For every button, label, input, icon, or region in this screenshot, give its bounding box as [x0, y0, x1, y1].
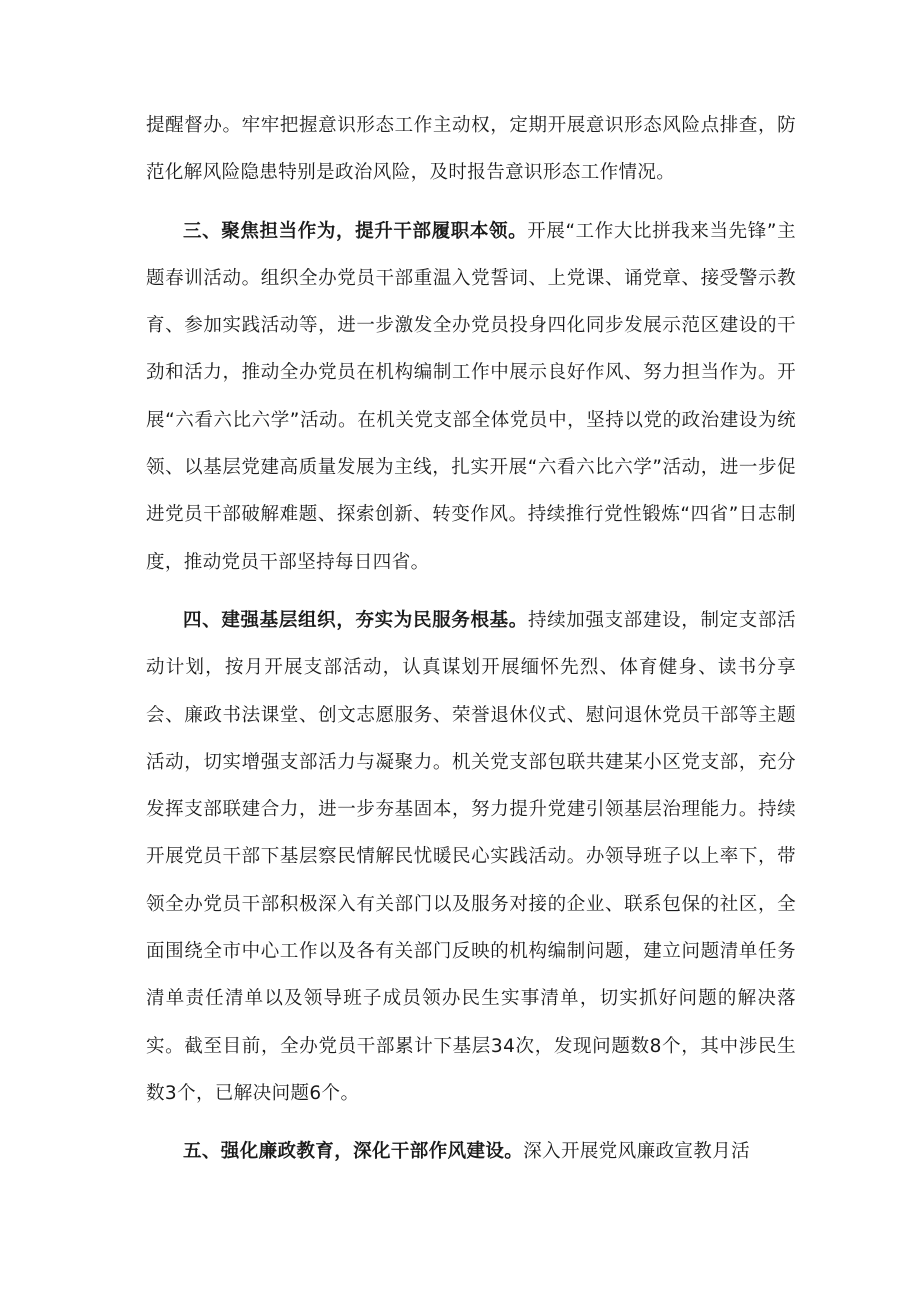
paragraph-section-5 — [146, 1128, 796, 1175]
paragraph-section-3 — [146, 208, 796, 586]
paragraph-body: 提醒督办。牢牢把握意识形态工作主动权，定期开展意识形态风险点排查，防范化解风险隐患特别是政治风险，及时报告意识形态工作情况。 — [146, 115, 796, 184]
paragraph-section-4 — [146, 597, 796, 1117]
section-heading: 五、强化廉政教育，深化干部作风建设。 — [183, 1141, 524, 1163]
paragraph-body: 持续加强支部建设，制定支部活动计划，按月开展支部活动，认真谋划开展缅怀先烈、体育健身、读书分享会、廉政书法课堂、创文志愿服务、荣誉退休仪式、慰问退休党员干部等主题活动，切实增强支部活力与凝聚力。机关党支部包联共建某小区党支部，充分发挥支部联建合力，进一步夯基固本，努力提升党建引领基层治理能力。持续开展党员干部下基层察民情解民忧暖民心实践活动。办领导班子以上率下，带领全办党员干部积极深入有关部门以及服务对接的企业、联系包保的社区，全面围绕全市中心工作以及各有关部门反映的机构编制问题，建立问题清单任务清单责任清单以及领导班子成员领办民生实事清单，切实抓好问题的解决落实。截至目前，全办党员干部累计下基层34次，发现问题数8个，其中涉民生数3个，已解决问题6个。 — [146, 609, 797, 1104]
paragraph-body: 深入开展党风廉政宣教月活 — [523, 1141, 751, 1163]
document-body — [146, 102, 796, 1187]
section-heading: 三、聚焦担当作为，提升干部履职本领。 — [183, 220, 528, 242]
paragraph-body: 开展“工作大比拼我来当先锋”主题春训活动。组织全办党员干部重温入党誓词、上党课、诵党章、接受警示教育、参加实践活动等，进一步激发全办党员投身四化同步发展示范区建设的干劲和活力，推动全办党员在机构编制工作中展示良好作风、努力担当作为。开展“六看六比六学”活动。在机关党支部全体党员中，坚持以党的政治建设为统领、以基层党建高质量发展为主线，扎实开展“六看六比六学”活动，进一步促进党员干部破解难题、探索创新、转变作风。持续推行党性锻炼“四省”日志制度，推动党员干部坚持每日四省。 — [146, 220, 797, 573]
section-heading: 四、建强基层组织，夯实为民服务根基。 — [183, 609, 528, 631]
paragraph-continuation — [146, 102, 796, 197]
